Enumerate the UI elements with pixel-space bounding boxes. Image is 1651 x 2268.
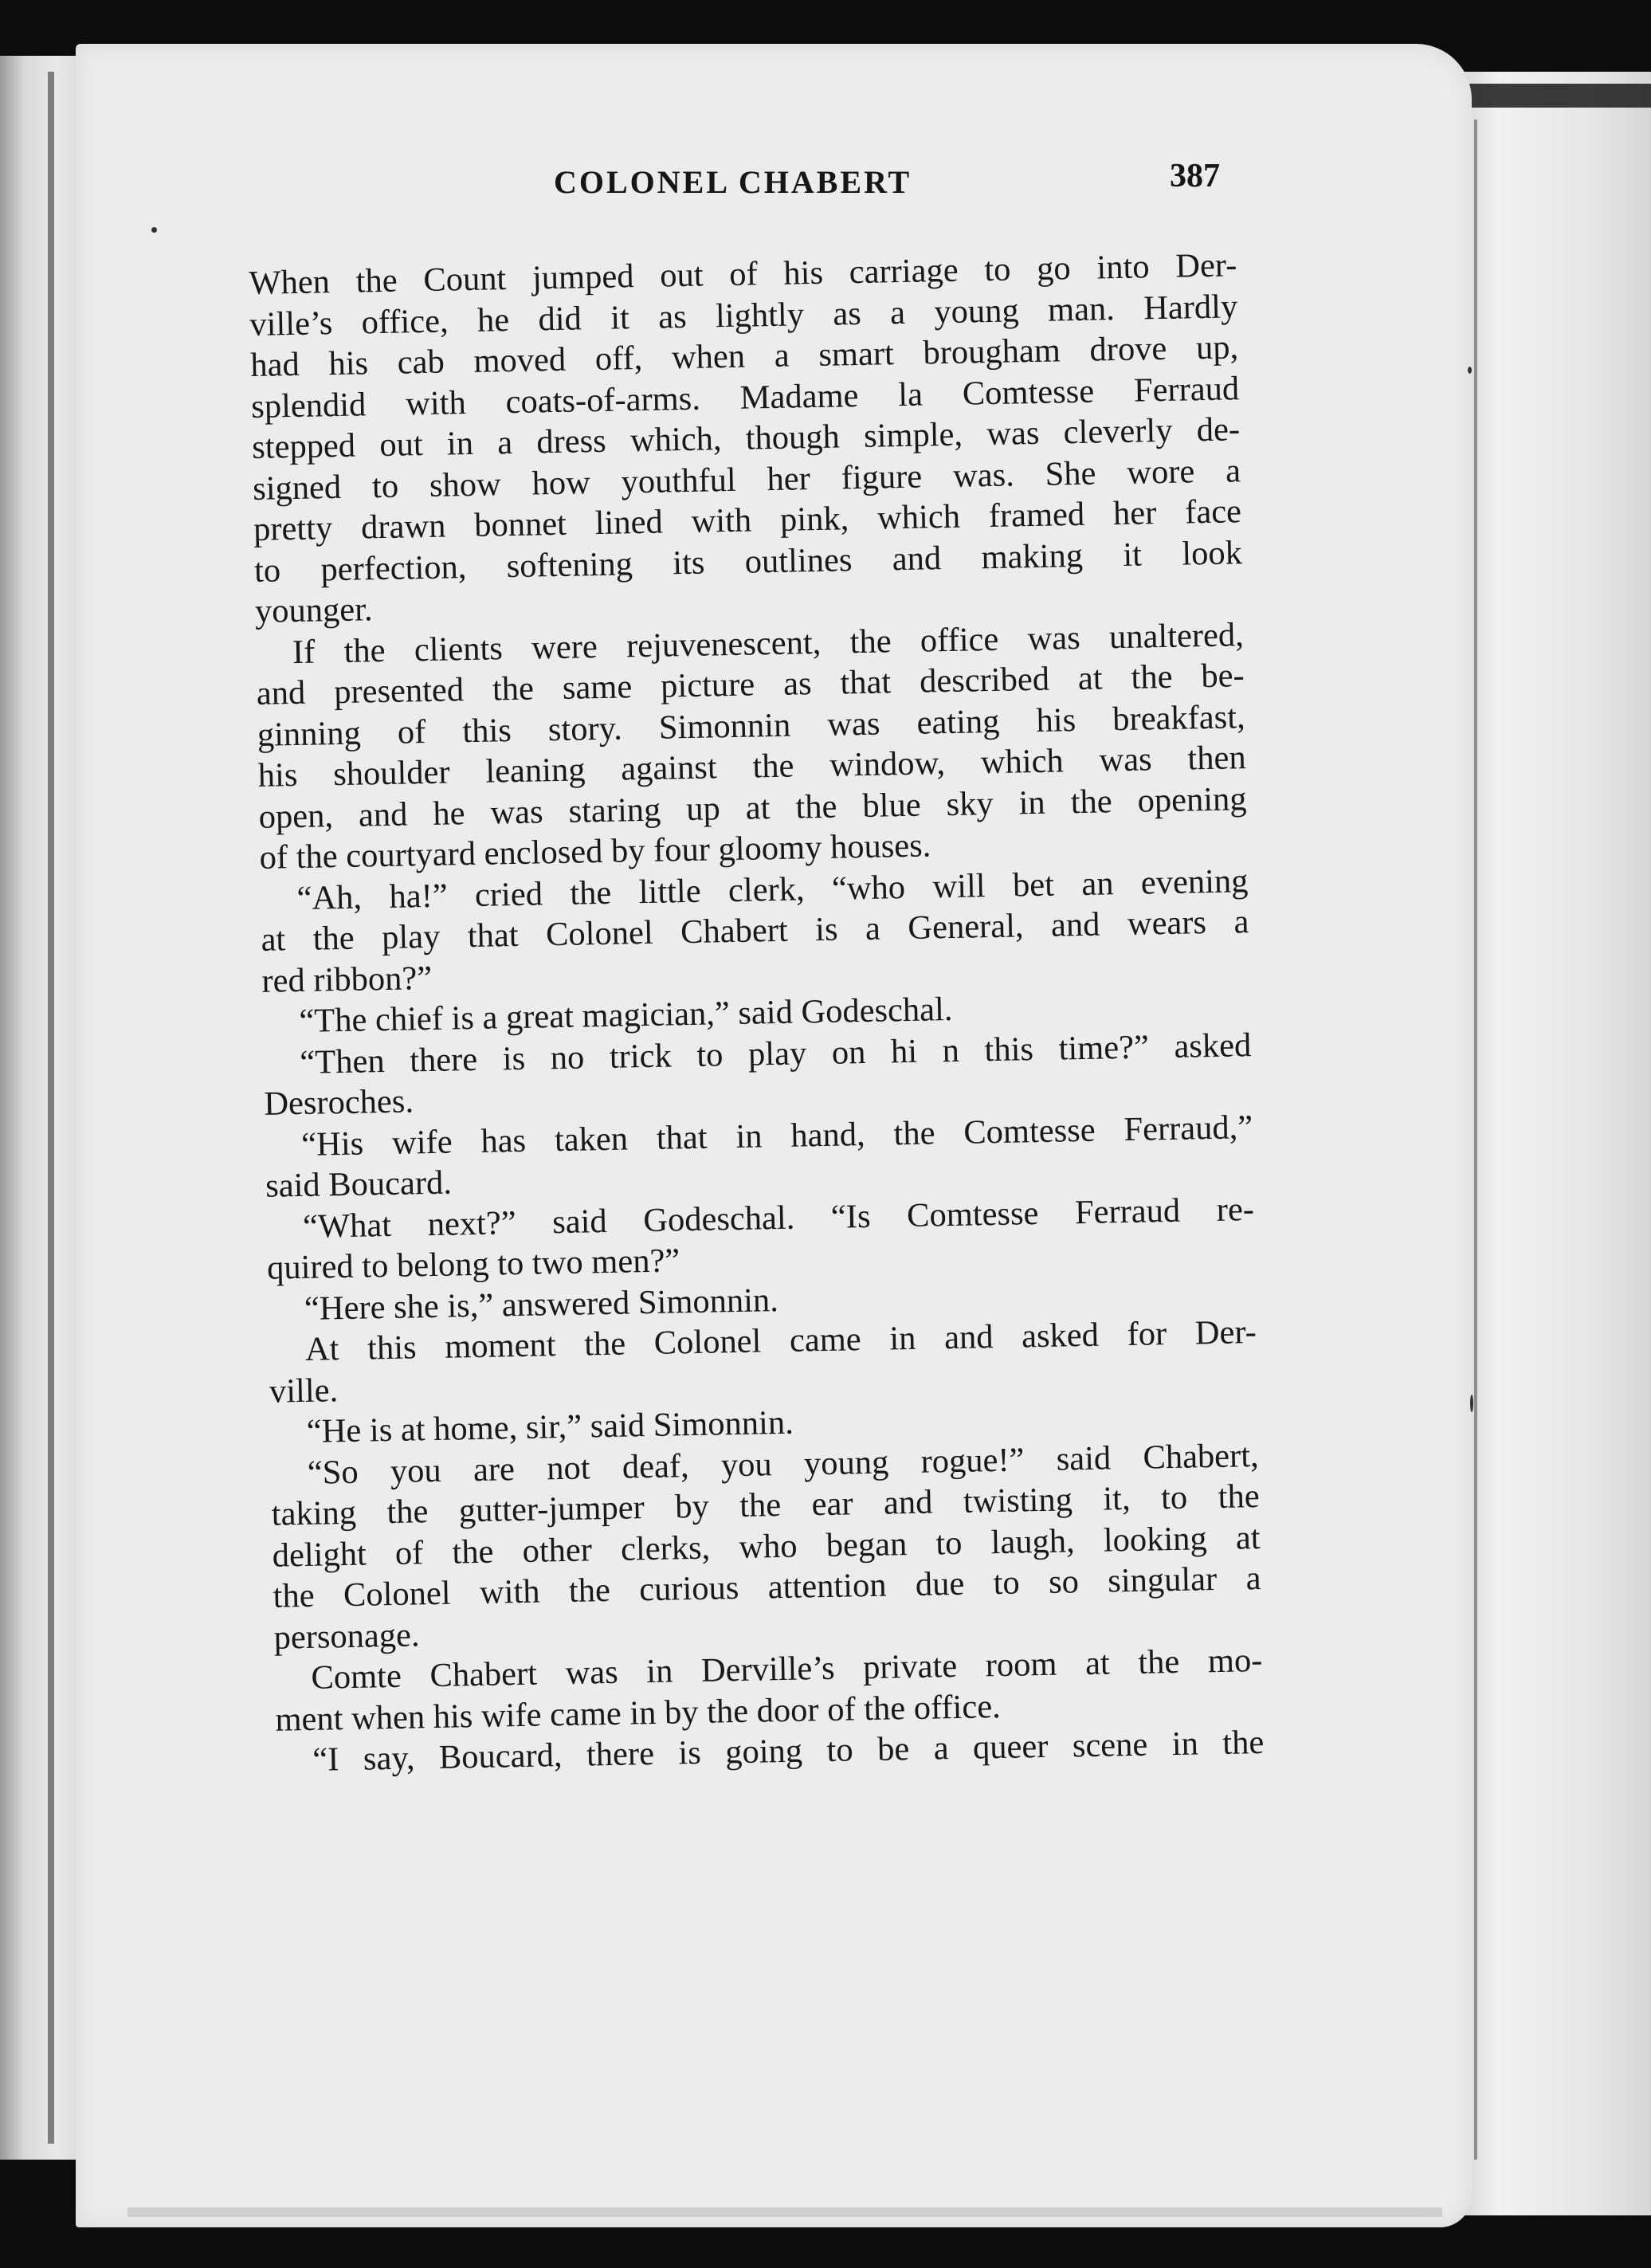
text-line: pretty drawn bonnet lined with pink, which framed her face xyxy=(253,492,1242,548)
text-line: “What next?” said Godeschal. “Is Comtesse Ferraud re- xyxy=(302,1190,1255,1246)
text-line: “The chief is a great magician,” said Godeschal. xyxy=(299,990,953,1040)
body-text xyxy=(249,245,1265,1781)
text-line: at the play that Colonel Chabert is a General, and wears a xyxy=(261,903,1249,959)
text-line: Desroches. xyxy=(263,1082,414,1123)
text-line: ment when his wife came in by the door of the office. xyxy=(275,1687,1002,1739)
text-line: delight of the other clerks, who began to laugh, looking at xyxy=(272,1518,1261,1575)
text-line: to perfection, softening its outlines and making it look xyxy=(253,533,1243,590)
text-line: “I say, Boucard, there is going to be a queer scene in the xyxy=(312,1723,1265,1779)
text-line: ville’s office, he did it as lightly as a young man. Hardly xyxy=(249,287,1238,343)
text-line: ville. xyxy=(269,1371,339,1411)
text-line: and presented the same picture as that described at the be- xyxy=(256,657,1245,712)
text-line: “Here she is,” answered Simonnin. xyxy=(304,1281,779,1328)
ink-speck xyxy=(1470,1395,1473,1412)
text-line: of the courtyard enclosed by four gloomy houses. xyxy=(259,826,931,877)
text-line: “So you are not deaf, you young rogue!” said Chabert, xyxy=(307,1436,1260,1492)
ink-speck xyxy=(1468,367,1472,374)
text-line: Comte Chabert was in Derville’s private room at the mo- xyxy=(311,1641,1263,1697)
text-line: When the Count jumped out of his carriage to go into Der- xyxy=(249,246,1237,302)
page-bottom-edge xyxy=(127,2207,1442,2217)
text-line: his shoulder leaning against the window, which was then xyxy=(257,739,1247,795)
text-line: quired to belong to two men?” xyxy=(266,1242,680,1287)
text-line: splendid with coats-of-arms. Madame la Comtesse Ferraud xyxy=(250,369,1240,426)
text-line: the Colonel with the curious attention due to so singular a xyxy=(273,1560,1261,1615)
page-title: COLONEL CHABERT xyxy=(554,164,912,200)
right-page-stack xyxy=(1450,72,1651,2215)
text-line: said Boucard. xyxy=(265,1163,453,1205)
text-line: “He is at home, sir,” said Simonnin. xyxy=(306,1403,794,1450)
page-number: 387 xyxy=(1170,158,1220,194)
left-page-edge xyxy=(0,56,80,2160)
text-line: “His wife has taken that in hand, the Comtesse Ferraud,” xyxy=(300,1108,1253,1163)
text-line: open, and he was staring up at the blue sky in the opening xyxy=(258,779,1247,836)
text-line: personage. xyxy=(273,1615,420,1657)
text-line: stepped out in a dress which, though simple, was cleverly de- xyxy=(251,410,1241,466)
text-line: “Then there is no trick to play on hi n this time?” asked xyxy=(299,1026,1252,1081)
text-line: If the clients were rejuvenescent, the office was unaltered, xyxy=(292,615,1245,671)
right-page-rule xyxy=(1474,120,1477,2160)
text-line: red ribbon?” xyxy=(261,959,433,1000)
right-page-dark-band xyxy=(1466,84,1651,108)
text-line: signed to show how youthful her figure was. She wore a xyxy=(252,451,1241,508)
ink-speck xyxy=(151,227,157,233)
running-head xyxy=(319,158,1434,211)
text-line: taking the gutter-jumper by the ear and twisting it, to the xyxy=(271,1477,1261,1533)
binding-shadow xyxy=(48,72,54,2144)
text-line: “Ah, ha!” cried the little clerk, “who will bet an evening xyxy=(296,861,1249,917)
text-line: ginning of this story. Simonnin was eating his breakfast, xyxy=(257,697,1246,754)
text-line: At this moment the Colonel came in and asked for Der- xyxy=(304,1313,1257,1368)
text-line: younger. xyxy=(254,591,373,630)
text-line: had his cab moved off, when a smart brougham drove up, xyxy=(249,328,1239,384)
